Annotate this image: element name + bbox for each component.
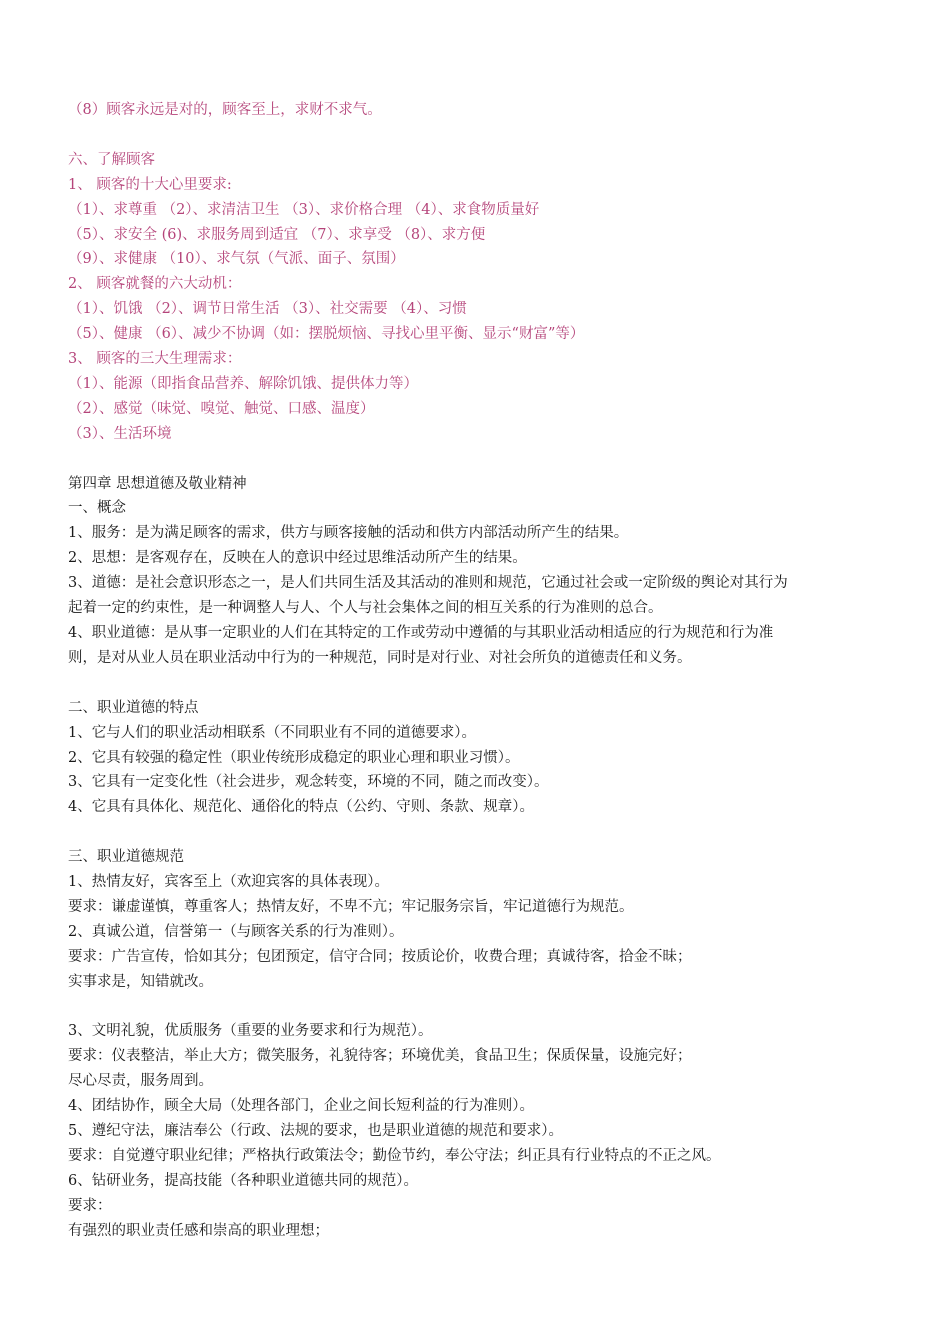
text-line: 3、 顾客的三大生理需求： bbox=[68, 351, 242, 368]
text-line: 3、文明礼貌，优质服务（重要的业务要求和行为规范）。 bbox=[68, 1023, 433, 1040]
section-s6 bbox=[68, 1019, 898, 1243]
text-line: 4、职业道德：是从事一定职业的人们在其特定的工作或劳动中遵循的与其职业活动相适应的行为规范和行为准 bbox=[68, 625, 774, 641]
text-line: 尽心尽责，服务周到。 bbox=[68, 1073, 213, 1090]
text-line: 3、它具有一定变化性（社会进步，观念转变，环境的不同，随之而改变）。 bbox=[68, 774, 549, 791]
section-s2 bbox=[68, 148, 898, 447]
text-line: 要求：谦虚谨慎，尊重客人；热情友好，不卑不亢；牢记服务宗旨，牢记道德行为规范。 bbox=[68, 898, 634, 915]
text-line: （3）、生活环境 bbox=[68, 425, 172, 442]
text-line: 2、它具有较强的稳定性（职业传统形成稳定的职业心理和职业习惯）。 bbox=[68, 749, 520, 766]
text-line: 1、热情友好，宾客至上（欢迎宾客的具体表现）。 bbox=[68, 874, 389, 891]
text-line: （5）、健康 （6）、减少不协调（如：摆脱烦恼、寻找心里平衡、显示“财富”等） bbox=[68, 326, 585, 343]
paragraph-gap bbox=[68, 123, 898, 148]
paragraph-gap bbox=[68, 820, 898, 845]
text-line: 要求：仪表整洁，举止大方；微笑服务，礼貌待客；环境优美，食品卫生；保质保量，设施完好； bbox=[68, 1048, 692, 1065]
text-line: 有强烈的职业责任感和崇高的职业理想； bbox=[68, 1222, 329, 1239]
text-line: 要求： bbox=[68, 1197, 112, 1214]
text-line: 6、钻研业务，提高技能（各种职业道德共同的规范）。 bbox=[68, 1172, 418, 1189]
text-line: （1）、饥饿 （2）、调节日常生活 （3）、社交需要 （4）、习惯 bbox=[68, 301, 467, 318]
document-body bbox=[68, 98, 898, 1244]
text-line: 1、它与人们的职业活动相联系（不同职业有不同的道德要求）。 bbox=[68, 724, 476, 741]
paragraph-gap bbox=[68, 995, 898, 1020]
text-line: 2、真诚公道，信誉第一（与顾客关系的行为准则）。 bbox=[68, 923, 404, 940]
text-line: 起着一定的约束性，是一种调整人与人、个人与社会集体之间的相互关系的行为准则的总合。 bbox=[68, 600, 663, 617]
paragraph-gap bbox=[68, 447, 898, 472]
text-line: 实事求是，知错就改。 bbox=[68, 973, 213, 990]
text-line: 一、概念 bbox=[68, 500, 126, 517]
text-line: （5）、求安全 (6)、求服务周到适宜 （7）、求享受 （8）、求方便 bbox=[68, 226, 486, 243]
text-line: 1、服务：是为满足顾客的需求，供方与顾客接触的活动和供方内部活动所产生的结果。 bbox=[68, 525, 629, 542]
section-s3 bbox=[68, 472, 898, 671]
text-line: 5、遵纪守法，廉洁奉公（行政、法规的要求，也是职业道德的规范和要求）。 bbox=[68, 1123, 563, 1140]
text-line: 2、 顾客就餐的六大动机： bbox=[68, 276, 242, 293]
text-line: （1）、求尊重 （2）、求清洁卫生 （3）、求价格合理 （4）、求食物质量好 bbox=[68, 201, 540, 218]
section-s4 bbox=[68, 696, 898, 821]
paragraph-gap bbox=[68, 671, 898, 696]
text-line: 要求：广告宣传，恰如其分；包团预定，信守合同；按质论价，收费合理；真诚待客，拾金不昧； bbox=[68, 948, 692, 965]
text-line: （9）、求健康 （10）、求气氛（气派、面子、氛围） bbox=[68, 251, 405, 268]
text-line: 1、 顾客的十大心里要求: bbox=[68, 176, 232, 193]
text-line: 4、它具有具体化、规范化、通俗化的特点（公约、守则、条款、规章）。 bbox=[68, 799, 534, 816]
text-line: 六、了解顾客 bbox=[68, 151, 155, 168]
text-line: 二、职业道德的特点 bbox=[68, 699, 199, 716]
text-line: 第四章 思想道德及敬业精神 bbox=[68, 475, 247, 492]
text-line: 2、思想：是客观存在，反映在人的意识中经过思维活动所产生的结果。 bbox=[68, 550, 527, 567]
text-line: （2）、感觉（味觉、嗅觉、触觉、口感、温度） bbox=[68, 400, 375, 417]
section-s1 bbox=[68, 98, 898, 123]
text-line: 4、团结协作，顾全大局（处理各部门，企业之间长短利益的行为准则）。 bbox=[68, 1098, 534, 1115]
text-line: 则，是对从业人员在职业活动中行为的一种规范，同时是对行业、对社会所负的道德责任和义务。 bbox=[68, 649, 692, 666]
section-s5 bbox=[68, 845, 898, 994]
text-line: 三、职业道德规范 bbox=[68, 849, 184, 866]
text-line: 要求：自觉遵守职业纪律；严格执行政策法令；勤俭节约，奉公守法；纠正具有行业特点的不正之风。 bbox=[68, 1147, 721, 1164]
text-line: （1）、能源（即指食品营养、解除饥饿、提供体力等） bbox=[68, 375, 418, 392]
text-line: （8）顾客永远是对的，顾客至上，求财不求气。 bbox=[68, 102, 382, 118]
text-line: 3、道德：是社会意识形态之一，是人们共同生活及其活动的准则和规范，它通过社会或一定阶级的舆论对其行为 bbox=[68, 575, 788, 592]
